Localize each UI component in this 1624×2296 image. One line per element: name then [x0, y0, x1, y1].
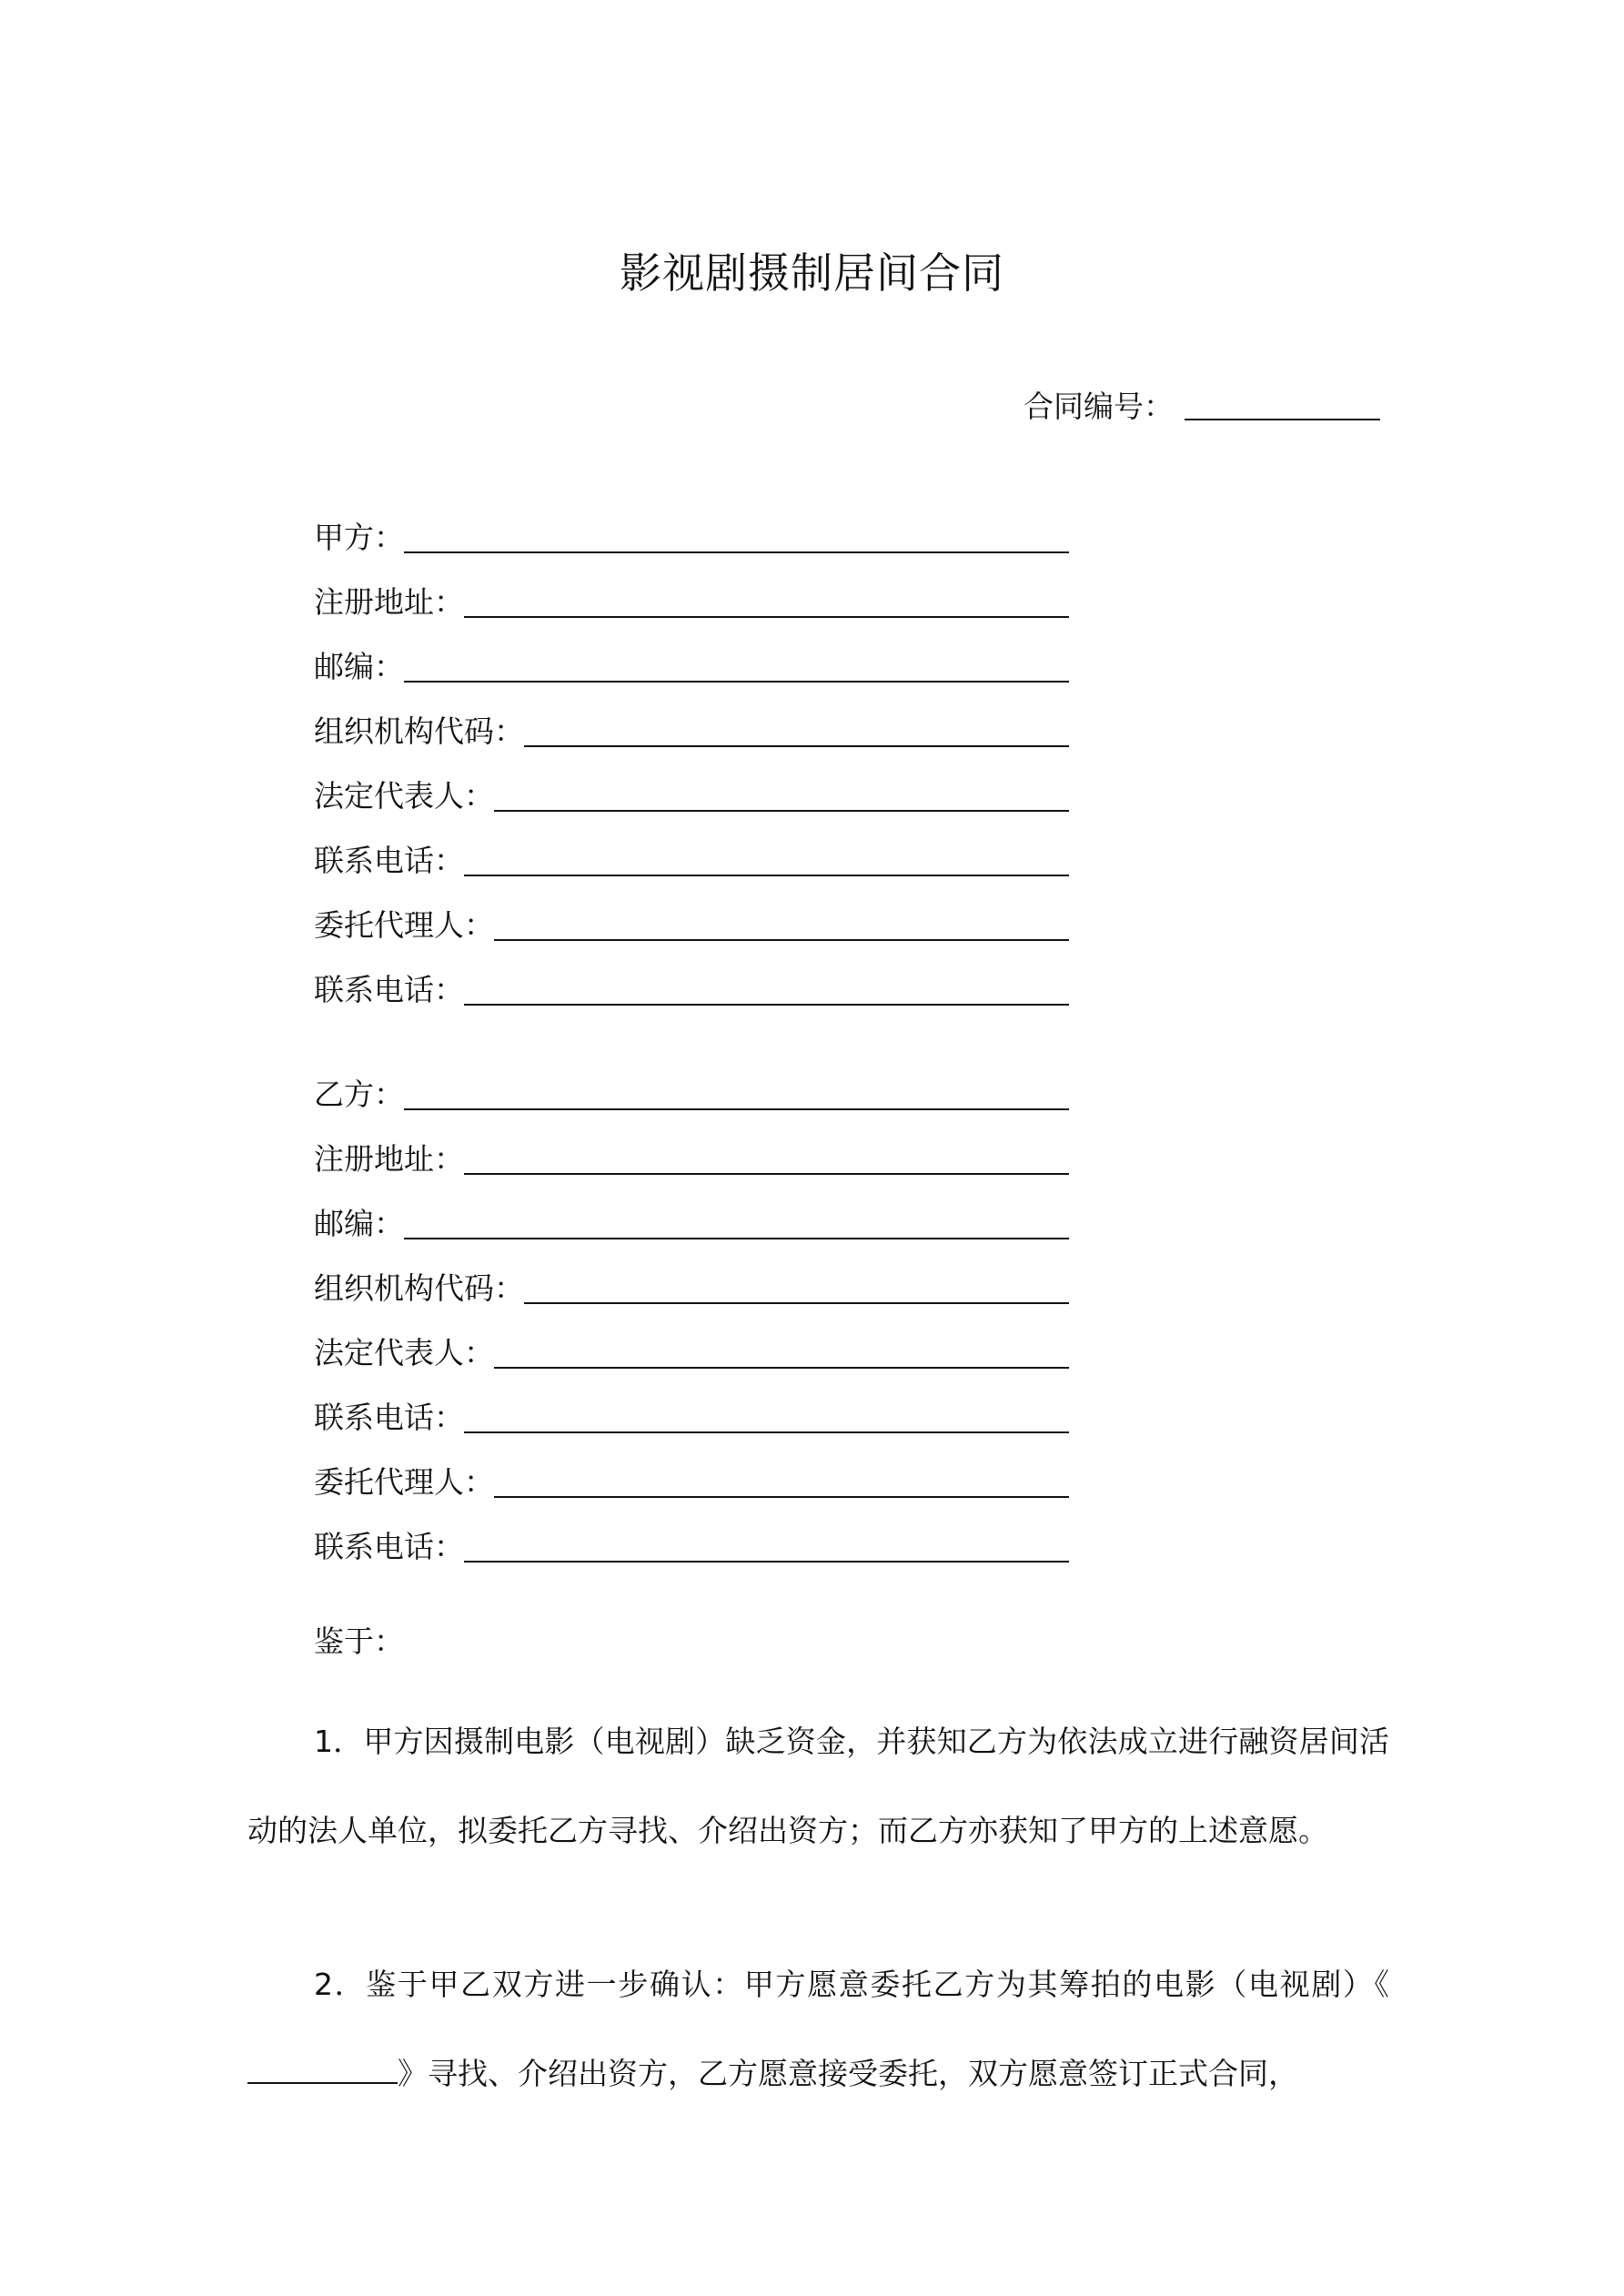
field-blank-line[interactable]: [494, 779, 1069, 812]
field-blank-line[interactable]: [464, 973, 1069, 1006]
field-label: 委托代理人：: [314, 1464, 494, 1500]
party-b-agent-field: [314, 1439, 1069, 1503]
field-label: 法定代表人：: [314, 778, 494, 814]
field-blank-line[interactable]: [404, 1207, 1069, 1239]
film-title-blank[interactable]: [247, 2055, 398, 2084]
whereas-heading: 鉴于：: [314, 1623, 404, 1659]
field-blank-line[interactable]: [524, 1271, 1069, 1304]
party-a-name-field: [314, 494, 1069, 559]
contract-number-row: [1024, 375, 1380, 426]
party-b-section: [314, 1051, 1069, 1568]
party-b-phone-field: [314, 1374, 1069, 1439]
party-a-postcode-field: [314, 623, 1069, 688]
field-label: 委托代理人：: [314, 907, 494, 943]
field-blank-line[interactable]: [404, 521, 1069, 553]
field-blank-line[interactable]: [494, 908, 1069, 941]
party-a-org-code-field: [314, 688, 1069, 753]
party-b-name-field: [314, 1051, 1069, 1116]
field-label: 甲方：: [314, 520, 404, 555]
field-blank-line[interactable]: [464, 844, 1069, 876]
field-label: 法定代表人：: [314, 1335, 494, 1371]
field-label: 乙方：: [314, 1077, 404, 1112]
document-title: 影视剧摄制居间合同: [620, 248, 1004, 298]
field-blank-line[interactable]: [524, 714, 1069, 747]
party-a-legal-rep-field: [314, 753, 1069, 817]
party-a-section: [314, 494, 1069, 1011]
field-blank-line[interactable]: [494, 1465, 1069, 1498]
field-label: 邮编：: [314, 1206, 404, 1241]
party-a-agent-field: [314, 882, 1069, 946]
party-b-address-field: [314, 1116, 1069, 1180]
field-label: 邮编：: [314, 649, 404, 684]
field-label: 注册地址：: [314, 1141, 464, 1177]
contract-number-label: 合同编号：: [1024, 389, 1174, 424]
party-a-phone-field: [314, 817, 1069, 882]
field-label: 联系电话：: [314, 1529, 464, 1564]
party-b-agent-phone-field: [314, 1503, 1069, 1568]
field-blank-line[interactable]: [464, 1142, 1069, 1175]
party-a-agent-phone-field: [314, 946, 1069, 1011]
party-b-org-code-field: [314, 1245, 1069, 1310]
field-blank-line[interactable]: [404, 650, 1069, 683]
field-label: 联系电话：: [314, 1400, 464, 1435]
party-b-legal-rep-field: [314, 1310, 1069, 1374]
field-label: 联系电话：: [314, 972, 464, 1007]
clause-2-paragraph: [247, 1940, 1389, 2119]
clause-1-paragraph: 1．甲方因摄制电影（电视剧）缺乏资金，并获知乙方为依法成立进行融资居间活动的法人单位，拟委托乙方寻找、介绍出资方；而乙方亦获知了甲方的上述意愿。: [247, 1724, 1389, 1848]
field-label: 组织机构代码：: [314, 713, 524, 749]
field-blank-line[interactable]: [464, 1401, 1069, 1433]
field-blank-line[interactable]: [494, 1336, 1069, 1369]
party-a-address-field: [314, 559, 1069, 623]
field-label: 组织机构代码：: [314, 1270, 524, 1306]
clause-2-text-start: 2．鉴于甲乙双方进一步确认：甲方愿意委托乙方为其筹拍的电影（电视剧）《: [314, 1967, 1389, 2002]
field-label: 注册地址：: [314, 584, 464, 620]
contract-number-blank[interactable]: [1185, 382, 1380, 420]
party-b-postcode-field: [314, 1180, 1069, 1245]
field-blank-line[interactable]: [464, 1530, 1069, 1563]
clause-2-text-end: 》寻找、介绍出资方，乙方愿意接受委托，双方愿意签订正式合同，: [398, 2056, 1298, 2091]
field-blank-line[interactable]: [464, 585, 1069, 618]
field-blank-line[interactable]: [404, 1077, 1069, 1110]
field-label: 联系电话：: [314, 843, 464, 878]
